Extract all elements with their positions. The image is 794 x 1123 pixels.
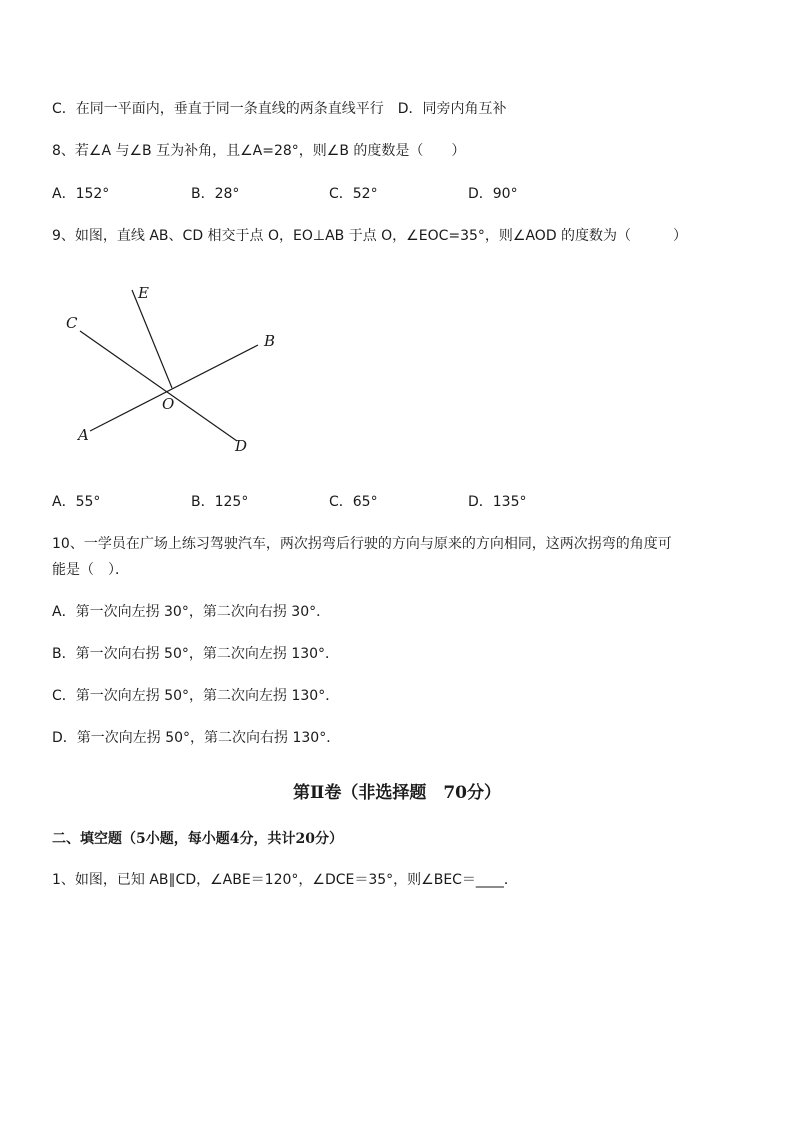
q8-option-b: B．28° bbox=[191, 186, 240, 202]
q10-option-d: D．第一次向左拐 50°，第二次向右拐 130°． bbox=[52, 730, 341, 746]
q8-option-a: A．152° bbox=[52, 186, 110, 202]
q8-option-c: C．52° bbox=[329, 186, 378, 202]
label-d: D bbox=[235, 437, 248, 455]
q8-option-d: D．90° bbox=[468, 186, 518, 202]
part-2-heading: 第Ⅱ卷（非选择题 70分） bbox=[293, 783, 501, 803]
question-8-stem: 8、若∠A 与∠B 互为补角，且∠A=28°，则∠B 的度数是（ ） bbox=[52, 143, 466, 159]
fill-question-1: 1、如图，已知 AB∥CD，∠ABE＝120°，∠DCE＝35°，则∠BEC＝____． bbox=[52, 872, 518, 888]
label-a: A bbox=[78, 426, 89, 444]
q9-geometry-figure bbox=[60, 278, 300, 463]
q10-option-a: A．第一次向左拐 30°，第二次向右拐 30°． bbox=[52, 604, 331, 620]
question-10-stem-line1: 10、一学员在广场上练习驾驶汽车，两次拐弯后行驶的方向与原来的方向相同，这两次拐弯的角度可 bbox=[52, 536, 672, 552]
label-c: C bbox=[66, 314, 78, 332]
line-ab bbox=[90, 345, 258, 431]
section-2-title: 二、填空题（5小题，每小题4分，共计20分） bbox=[52, 831, 343, 847]
question-9-stem: 9、如图，直线 AB、CD 相交于点 O，EO⊥AB 于点 O，∠EOC=35°，则∠AOD 的度数为（ ） bbox=[52, 228, 688, 244]
label-e: E bbox=[138, 284, 149, 302]
q10-option-b: B．第一次向右拐 50°，第二次向左拐 130°． bbox=[52, 646, 340, 662]
q9-option-b: B．125° bbox=[191, 494, 249, 510]
option-line-c: C．在同一平面内，垂直于同一条直线的两条直线平行 D．同旁内角互补 bbox=[52, 101, 507, 117]
ray-oe bbox=[132, 290, 172, 388]
label-b: B bbox=[264, 332, 276, 350]
q9-option-a: A．55° bbox=[52, 494, 101, 510]
q9-option-c: C．65° bbox=[329, 494, 378, 510]
q10-option-c: C．第一次向左拐 50°，第二次向左拐 130°． bbox=[52, 688, 340, 704]
q9-option-d: D．135° bbox=[468, 494, 527, 510]
label-o: O bbox=[162, 395, 175, 413]
question-10-stem-line2: 能是（ ）． bbox=[52, 562, 129, 578]
